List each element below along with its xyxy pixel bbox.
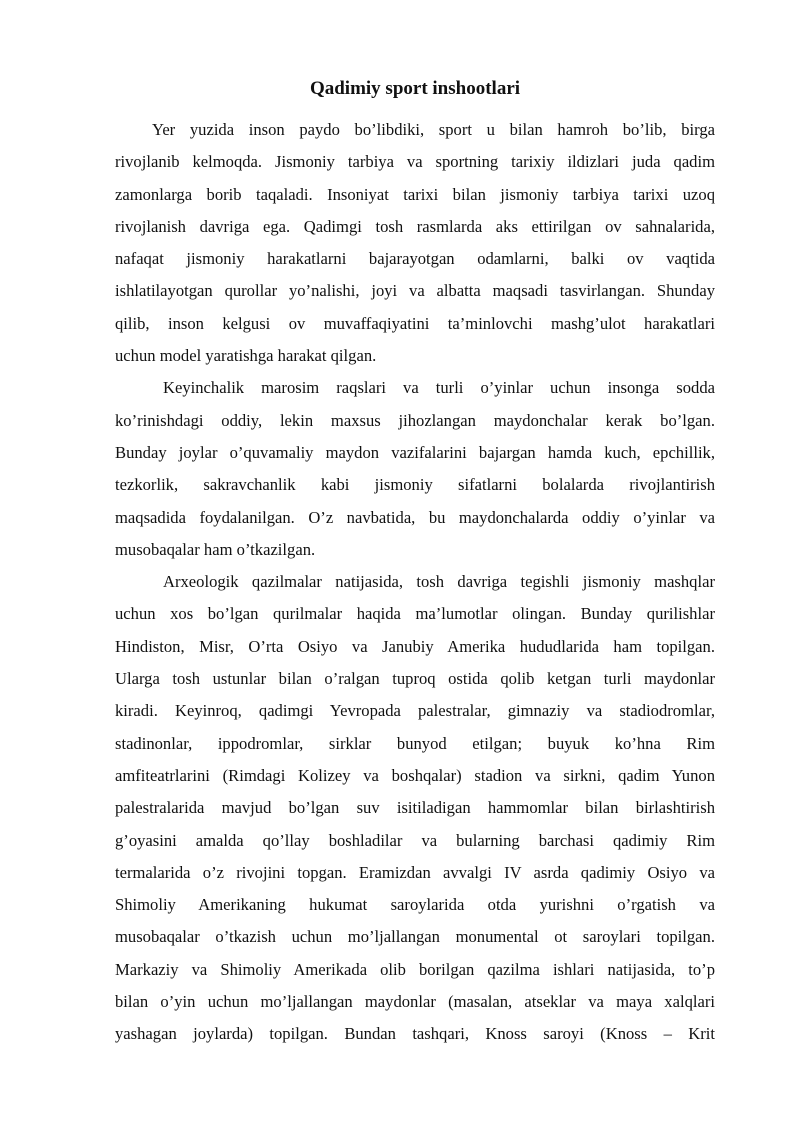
text-line: Yer yuzida inson paydo bo’libdiki, sport u bilan hamroh bo’lib, birga bbox=[152, 120, 715, 139]
text-line: bilan o’yin uchun mo’ljallangan maydonlar (masalan, atseklar va maya xalqlari bbox=[115, 992, 715, 1012]
document-title: Qadimiy sport inshootlari bbox=[309, 78, 521, 99]
text-line: rivojlanish davriga ega. Qadimgi tosh rasmlarda aks ettirilgan ov sahnalarida, bbox=[115, 216, 715, 236]
text-line: Shimoliy Amerikaning hukumat saroylarida otda yurishni o’rgatish va bbox=[115, 895, 715, 915]
text-line: kiradi. Keyinroq, qadimgi Yevropada palestralar, gimnaziy va stadiodromlar, bbox=[115, 701, 715, 721]
text-line: maqsadida foydalanilgan. O’z navbatida, bu maydonchalarda oddiy o’yinlar va bbox=[115, 507, 715, 527]
text-line: rivojlanib kelmoqda. Jismoniy tarbiya va sportning tarixiy ildizlari juda qadim bbox=[115, 152, 715, 172]
text-line: tezkorlik, sakravchanlik kabi jismoniy sifatlarni bolalarda rivojlantirish bbox=[115, 475, 715, 495]
text-line: ko’rinishdagi oddiy, lekin maxsus jihozlangan maydonchalar kerak bo’lgan. bbox=[115, 410, 715, 430]
paragraph-2 bbox=[115, 372, 715, 566]
text-line: amfiteatrlarini (Rimdagi Kolizey va boshqalar) stadion va sirkni, qadim Yunon bbox=[115, 765, 715, 785]
text-line: yashagan joylarda) topilgan. Bundan tashqari, Knoss saroyi (Knoss – Krit bbox=[115, 1024, 715, 1044]
text-line: Keyinchalik marosim raqslari va turli o’yinlar uchun insonga sodda bbox=[163, 378, 715, 398]
text-line: musobaqalar o’tkazish uchun mo’ljallangan monumental ot saroylari topilgan. bbox=[115, 927, 715, 947]
text-line: g’oyasini amalda qo’llay boshladilar va bularning barchasi qadimiy Rim bbox=[115, 830, 715, 850]
text-line: Markaziy va Shimoliy Amerikada olib borilgan qazilma ishlari natijasida, to’p bbox=[115, 959, 715, 979]
text-line: palestralarida mavjud bo’lgan suv isitiladigan hammomlar bilan birlashtirish bbox=[115, 798, 715, 818]
text-line: Ularga tosh ustunlar bilan o’ralgan tuproq ostida qolib ketgan turli maydonlar bbox=[115, 669, 715, 689]
document-body bbox=[115, 114, 715, 1051]
text-line: uchun xos bo’lgan qurilmalar haqida ma’lumotlar olingan. Bunday qurilishlar bbox=[115, 604, 715, 624]
text-line: nafaqat jismoniy harakatlarni bajarayotgan odamlarni, balki ov vaqtida bbox=[115, 249, 715, 269]
paragraph-3 bbox=[115, 566, 715, 1050]
text-line: ishlatilayotgan qurollar yo’nalishi, joyi va albatta maqsadi tasvirlangan. Shunday bbox=[115, 281, 715, 301]
paragraph-1 bbox=[115, 114, 715, 372]
text-line: uchun model yaratishga harakat qilgan. bbox=[115, 346, 377, 366]
text-line: Arxeologik qazilmalar natijasida, tosh davriga tegishli jismoniy mashqlar bbox=[163, 572, 715, 592]
text-line: musobaqalar ham o’tkazilgan. bbox=[115, 539, 316, 559]
text-line: Bunday joylar o’quvamaliy maydon vazifalarini bajargan hamda kuch, epchillik, bbox=[115, 442, 715, 462]
text-line: qilib, inson kelgusi ov muvaffaqiyatini ta’minlovchi mashg’ulot harakatlari bbox=[115, 313, 715, 333]
text-line: zamonlarga borib taqaladi. Insoniyat tarixi bilan jismoniy tarbiya tarixi uzoq bbox=[115, 184, 715, 204]
text-line: stadinonlar, ippodromlar, sirklar bunyod etilgan; buyuk ko’hna Rim bbox=[115, 733, 715, 753]
text-line: termalarida o’z rivojini topgan. Eramizdan avvalgi IV asrda qadimiy Osiyo va bbox=[115, 862, 715, 882]
text-line: Hindiston, Misr, O’rta Osiyo va Janubiy Amerika hududlarida ham topilgan. bbox=[115, 636, 715, 656]
